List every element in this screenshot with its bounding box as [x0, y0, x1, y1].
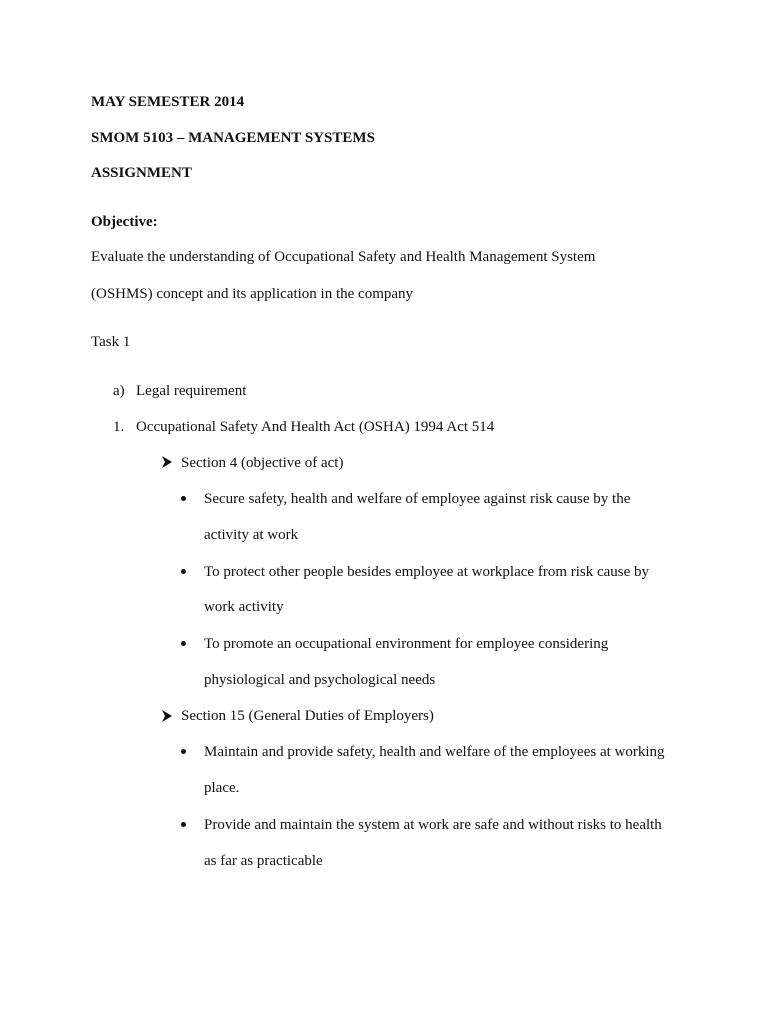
- section-15-heading: Section 15 (General Duties of Employers): [181, 708, 434, 724]
- list-marker-1: 1.: [113, 419, 125, 435]
- section-4-heading: Section 4 (objective of act): [181, 455, 344, 471]
- task-title: Task 1: [91, 334, 131, 350]
- bullet-text-continued: physiological and psychological needs: [204, 672, 436, 688]
- assignment-title: ASSIGNMENT: [91, 165, 192, 181]
- arrow-bullet-icon: [160, 455, 174, 469]
- bullet-dot-icon: [181, 641, 186, 646]
- bullet-dot-icon: [181, 496, 186, 501]
- arrow-bullet-icon: [160, 709, 174, 723]
- objective-line: (OSHMS) concept and its application in the company: [91, 286, 414, 302]
- bullet-text: Maintain and provide safety, health and welfare of the employees at working: [204, 744, 665, 760]
- objective-line: Evaluate the understanding of Occupational Safety and Health Management System: [91, 249, 596, 265]
- bullet-text-continued: work activity: [204, 599, 284, 615]
- objective-heading: Objective:: [91, 214, 158, 230]
- bullet-text-continued: place.: [204, 780, 240, 796]
- bullet-text: To protect other people besides employee at workplace from risk cause by: [204, 564, 650, 580]
- legal-requirement-item: Legal requirement: [136, 383, 247, 399]
- bullet-text: Secure safety, health and welfare of employee against risk cause by the: [204, 491, 631, 507]
- bullet-text-continued: as far as practicable: [204, 853, 323, 869]
- course-title: SMOM 5103 – MANAGEMENT SYSTEMS: [91, 130, 375, 146]
- bullet-text-continued: activity at work: [204, 527, 299, 543]
- bullet-dot-icon: [181, 822, 186, 827]
- bullet-dot-icon: [181, 749, 186, 754]
- bullet-dot-icon: [181, 569, 186, 574]
- list-marker-a: a): [113, 383, 125, 399]
- semester-title: MAY SEMESTER 2014: [91, 94, 245, 110]
- bullet-text: To promote an occupational environment for employee considering: [204, 636, 609, 652]
- osha-act-item: Occupational Safety And Health Act (OSHA) 1994 Act 514: [136, 419, 495, 435]
- bullet-text: Provide and maintain the system at work are safe and without risks to health: [204, 817, 662, 833]
